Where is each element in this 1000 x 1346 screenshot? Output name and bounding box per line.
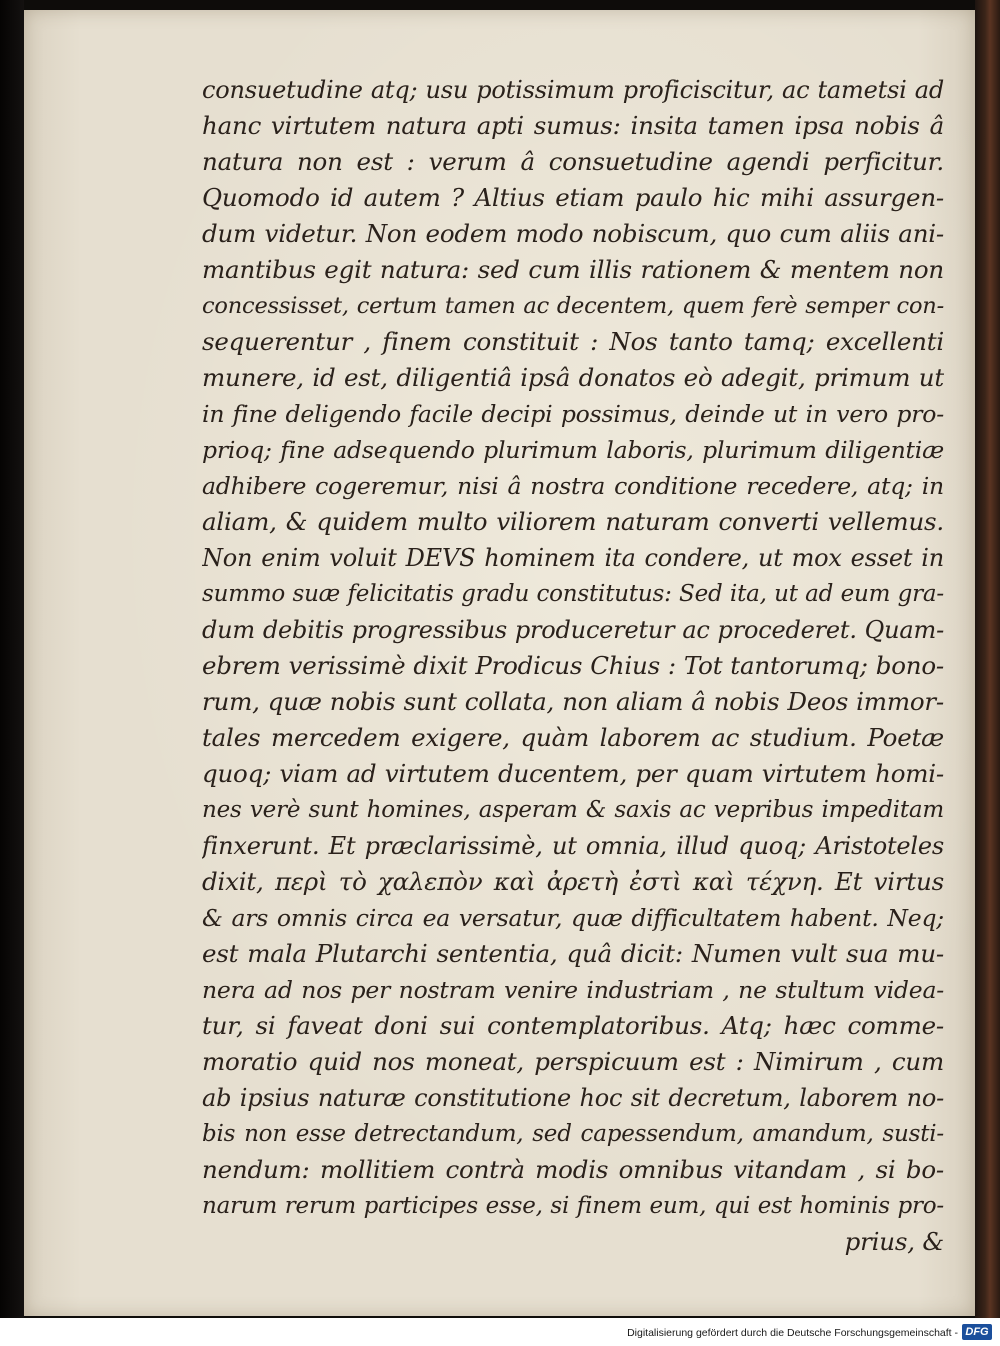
text-line: tur, si faveat doni sui contemplatoribus. Atq; hæc comme- xyxy=(202,1011,944,1040)
text-line: quoq; viam ad virtutem ducentem, per quam virtutem homi- xyxy=(202,759,944,788)
text-line: sequerentur , finem constituit : Nos tanto tamq; excellenti xyxy=(202,327,944,356)
text-line: consuetudine atq; usu potissimum proficiscitur, ac tametsi ad xyxy=(202,76,944,104)
text-line: prius, & xyxy=(844,1227,944,1256)
text-line: nendum: mollitiem contrà modis omnibus vitandam , si bo- xyxy=(202,1155,944,1184)
text-line: dum videtur. Non eodem modo nobiscum, quo cum aliis ani- xyxy=(202,219,944,248)
text-line: in fine deligendo facile decipi possimus, deinde ut in vero pro- xyxy=(202,400,944,428)
text-line: bis non esse detrectandum, sed capessendum, amandum, susti- xyxy=(202,1121,944,1147)
text-line: ebrem verissimè dixit Prodicus Chius : Tot tantorumq; bono- xyxy=(202,651,944,680)
book-binding-edge xyxy=(975,0,1000,1318)
text-line: nera ad nos per nostram venire industriam , ne stultum videa- xyxy=(202,976,944,1004)
text-line: est mala Plutarchi sententia, quâ dicit: Numen vult sua mu- xyxy=(202,939,944,968)
book-page xyxy=(24,10,975,1316)
text-line: tales mercedem exigere, quàm laborem ac studium. Poetæ xyxy=(202,723,944,752)
text-line: & ars omnis circa ea versatur, quæ difficultatem habent. Neq; xyxy=(202,904,944,932)
text-line: narum rerum participes esse, si finem eum, qui est hominis pro- xyxy=(202,1193,944,1219)
text-line: rum, quæ nobis sunt collata, non aliam â nobis Deos immor- xyxy=(202,687,944,716)
text-line: aliam, & quidem multo viliorem naturam converti vellemus. xyxy=(202,507,944,536)
text-line: adhibere cogeremur, nisi â nostra conditione recedere, atq; in xyxy=(202,472,944,500)
text-line: munere, id est, diligentiâ ipsâ donatos eò adegit, primum ut xyxy=(202,363,944,392)
scan-edge-left xyxy=(0,0,24,1318)
dfg-logo: DFG xyxy=(962,1324,992,1340)
text-line: dum debitis progressibus produceretur ac procederet. Quam- xyxy=(202,616,944,644)
text-line: Non enim voluit DEVS hominem ita condere, ut mox esset in xyxy=(202,544,944,572)
text-line: dixit, περὶ τὸ χαλεπὸν καὶ ἀρετὴ ἐστὶ καὶ τέχνη. Et virtus xyxy=(202,867,944,896)
text-line: finxerunt. Et præclarissimè, ut omnia, illud quoq; Aristoteles xyxy=(202,832,944,860)
text-line: mantibus egit natura: sed cum illis rationem & mentem non xyxy=(202,255,944,284)
text-line: summo suæ felicitatis gradu constitutus: Sed ita, ut ad eum gra- xyxy=(202,581,944,607)
text-line: hanc virtutem natura apti sumus: insita tamen ipsa nobis â xyxy=(202,111,944,140)
text-line: nes verè sunt homines, asperam & saxis ac vepribus impeditam xyxy=(202,797,944,823)
text-line: Quomodo id autem ? Altius etiam paulo hic mihi assurgen- xyxy=(202,183,944,212)
text-line: natura non est : verum â consuetudine agendi perficitur. xyxy=(202,147,944,176)
funding-credit: Digitalisierung gefördert durch die Deutsche Forschungsgemeinschaft - xyxy=(627,1327,958,1339)
text-line: prioq; fine adsequendo plurimum laboris, plurimum diligentiæ xyxy=(202,436,944,464)
page-body-text xyxy=(202,72,944,1260)
text-line: concessisset, certum tamen ac decentem, quem ferè semper con- xyxy=(202,293,944,319)
text-line: ab ipsius naturæ constitutione hoc sit decretum, laborem no- xyxy=(202,1084,944,1112)
text-line: moratio quid nos moneat, perspicuum est : Nimirum , cum xyxy=(202,1047,944,1076)
